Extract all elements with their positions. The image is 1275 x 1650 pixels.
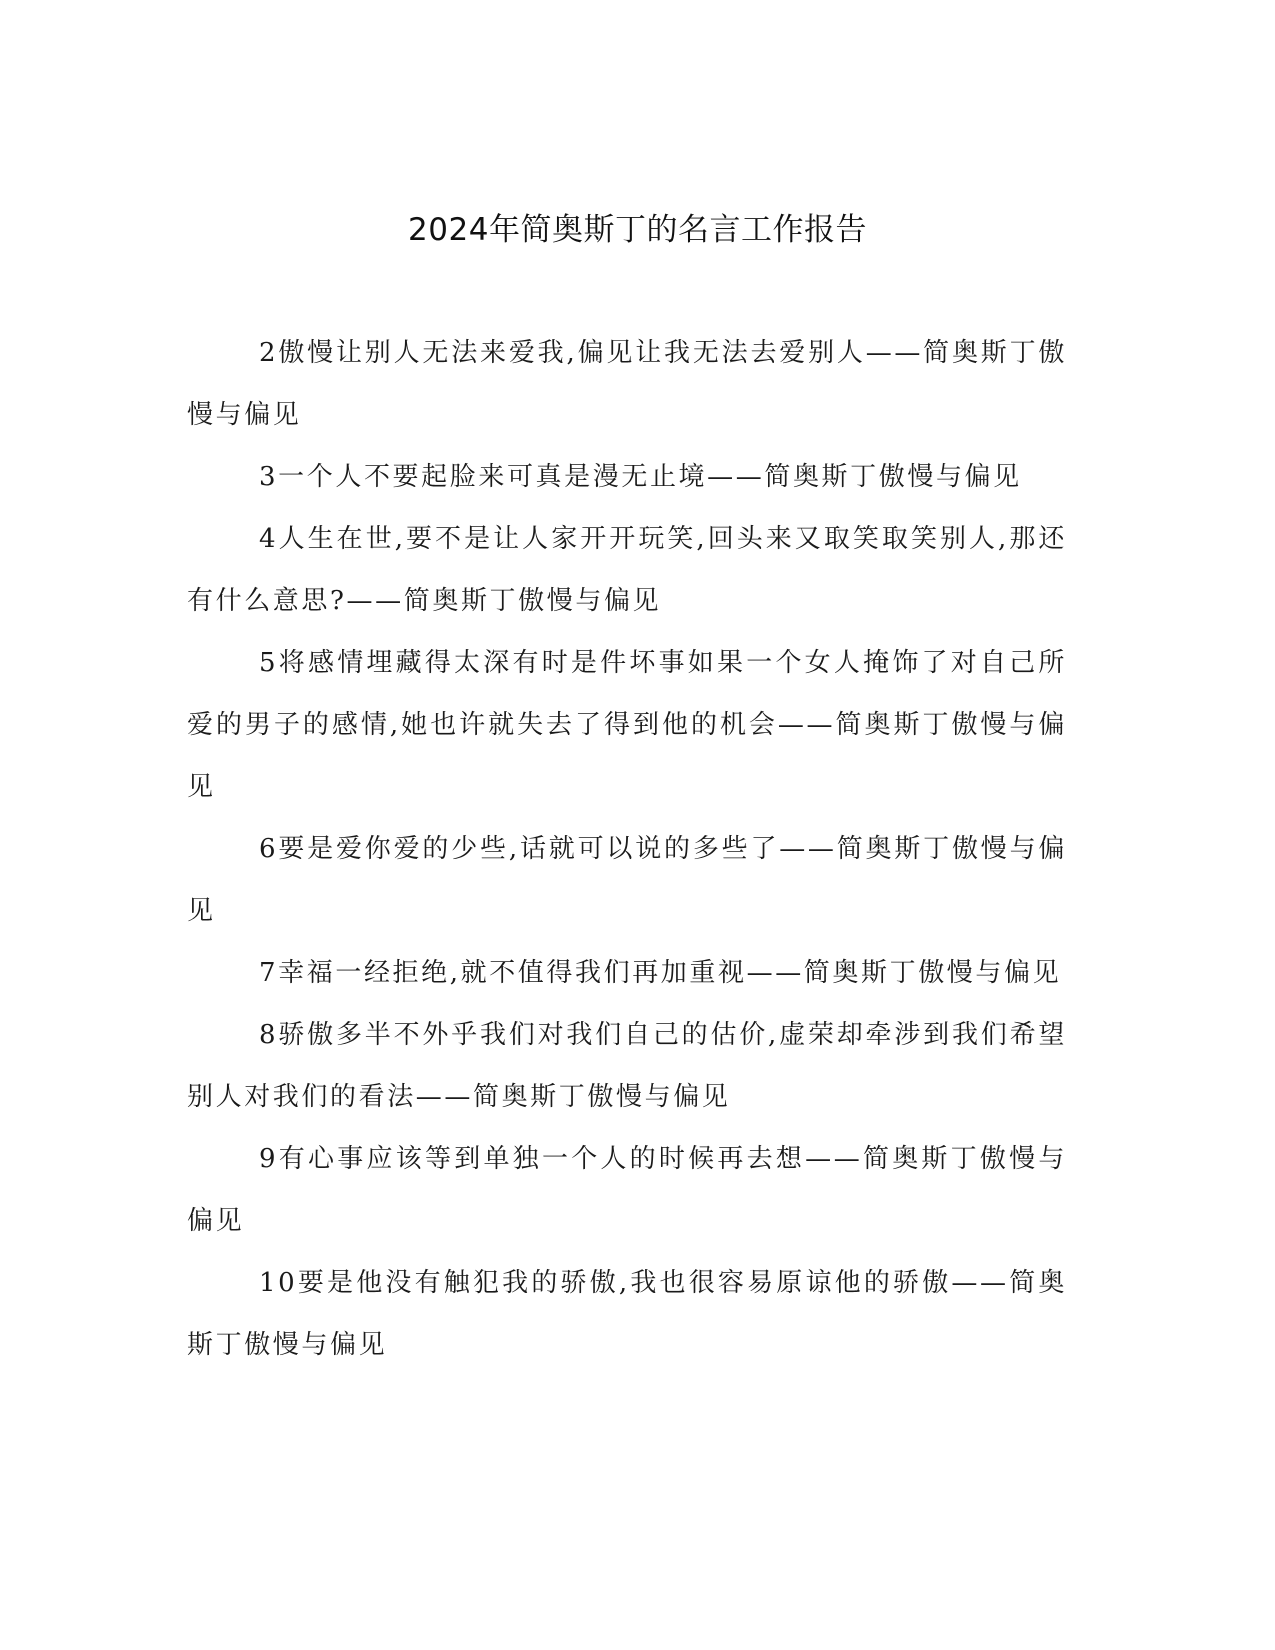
quote-paragraph: 4人生在世,要不是让人家开开玩笑,回头来又取笑取笑别人,那还有什么意思?——简奥斯丁傲慢与偏见: [187, 524, 1067, 616]
document-title: 2024年简奥斯丁的名言工作报告: [408, 212, 867, 248]
quote-paragraph: 5将感情埋藏得太深有时是件坏事如果一个女人掩饰了对自己所爱的男子的感情,她也许就失去了得到他的机会——简奥斯丁傲慢与偏见: [187, 648, 1067, 802]
document-body: [187, 322, 1067, 1376]
quote-paragraph: 8骄傲多半不外乎我们对我们自己的估价,虚荣却牵涉到我们希望别人对我们的看法——简奥斯丁傲慢与偏见: [187, 1020, 1067, 1112]
quote-paragraph: 10要是他没有触犯我的骄傲,我也很容易原谅他的骄傲——简奥斯丁傲慢与偏见: [187, 1268, 1067, 1360]
quote-paragraph: 2傲慢让别人无法来爱我,偏见让我无法去爱别人——简奥斯丁傲慢与偏见: [187, 338, 1067, 430]
quote-paragraph: 6要是爱你爱的少些,话就可以说的多些了——简奥斯丁傲慢与偏见: [187, 834, 1067, 926]
quote-paragraph: 7幸福一经拒绝,就不值得我们再加重视——简奥斯丁傲慢与偏见: [259, 958, 1062, 988]
quote-paragraph: 3一个人不要起脸来可真是漫无止境——简奥斯丁傲慢与偏见: [259, 462, 1022, 492]
quote-paragraph: 9有心事应该等到单独一个人的时候再去想——简奥斯丁傲慢与偏见: [187, 1144, 1067, 1236]
